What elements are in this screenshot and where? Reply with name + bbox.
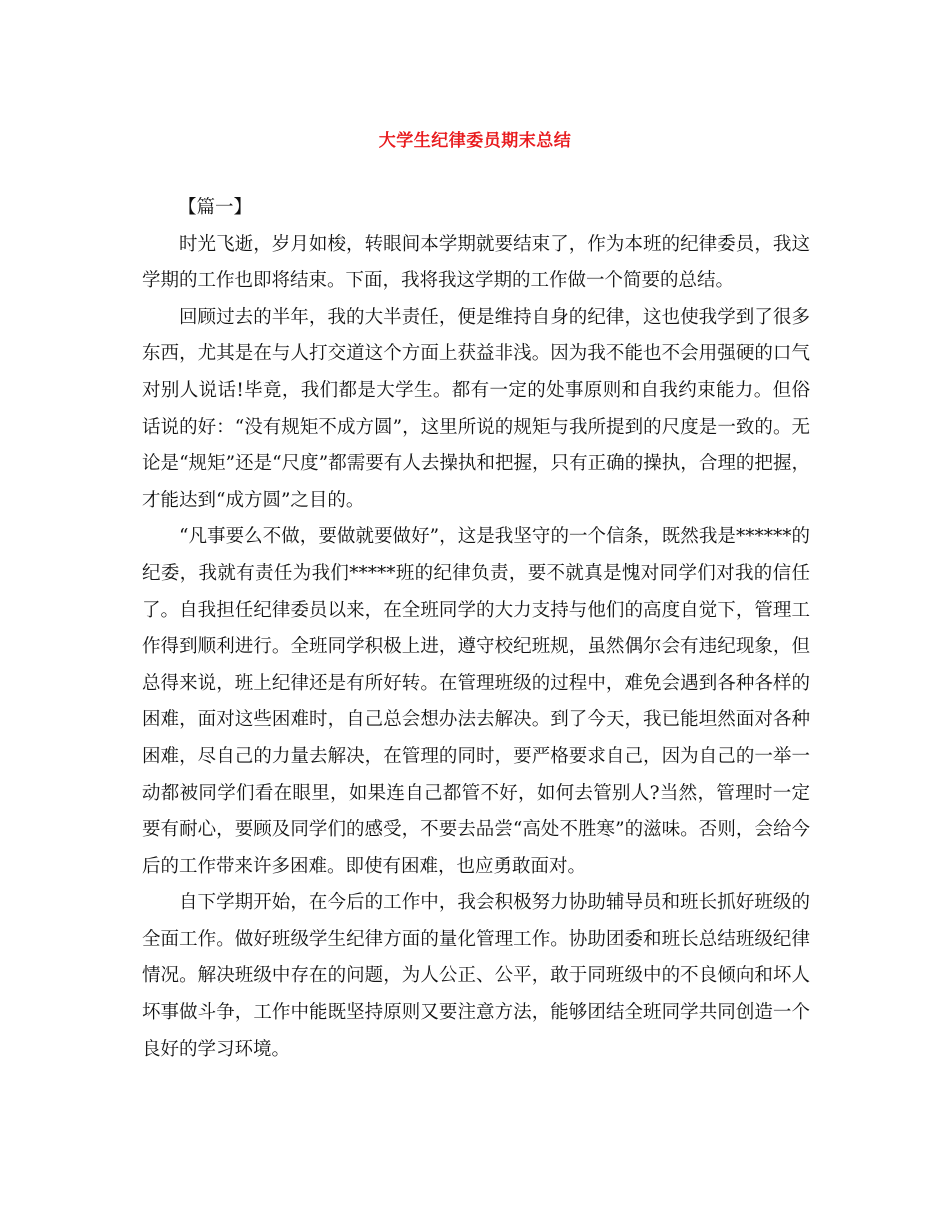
document-body — [142, 190, 810, 1068]
paragraph-2: 回顾过去的半年，我的大半责任，便是维持自身的纪律，这也使我学到了很多东西，尤其是在与人打交道这个方面上获益非浅。因为我不能也不会用强硬的口气对别人说话!毕竟，我们都是大学生。都有一定的处事原则和自我约束能力。但俗话说的好：“没有规矩不成方圆”，这里所说的规矩与我所提到的尺度是一致的。无论是“规矩”还是“尺度”都需要有人去操执和把握，只有正确的操执，合理的把握，才能达到“成方圆”之目的。 — [142, 306, 810, 511]
paragraph-4: 自下学期开始，在今后的工作中，我会积极努力协助辅导员和班长抓好班级的全面工作。做好班级学生纪律方面的量化管理工作。协助团委和班长总结班级纪律情况。解决班级中存在的问题，为人公正、公平，敢于同班级中的不良倾向和坏人坏事做斗争，工作中能既坚持原则又要注意方法，能够团结全班同学共同创造一个良好的学习环境。 — [142, 892, 810, 1060]
paragraph-3: “凡事要么不做，要做就要做好”，这是我坚守的一个信条，既然我是******的纪委，我就有责任为我们*****班的纪律负责，要不就真是愧对同学们对我的信任了。自我担任纪律委员以来，在全班同学的大力支持与他们的高度自觉下，管理工作得到顺利进行。全班同学积极上进，遵守校纪班规，虽然偶尔会有违纪现象，但总得来说，班上纪律还是有所好转。在管理班级的过程中，难免会遇到各种各样的困难，面对这些困难时，自己总会想办法去解决。到了今天，我已能坦然面对各种困难，尽自己的力量去解决，在管理的同时，要严格要求自己，因为自己的一举一动都被同学们看在眼里，如果连自己都管不好，如何去管别人?当然，管理时一定要有耐心，要顾及同学们的感受，不要去品尝“高处不胜寒”的滋味。否则，会给今后的工作带来许多困难。即使有困难，也应勇敢面对。 — [142, 526, 810, 877]
section-label: 【篇一】 — [178, 197, 253, 218]
document-title: 大学生纪律委员期末总结 — [378, 131, 572, 151]
paragraph-1: 时光飞逝，岁月如梭，转眼间本学期就要结束了，作为本班的纪律委员，我这学期的工作也即将结束。下面，我将我这学期的工作做一个简要的总结。 — [142, 233, 810, 292]
